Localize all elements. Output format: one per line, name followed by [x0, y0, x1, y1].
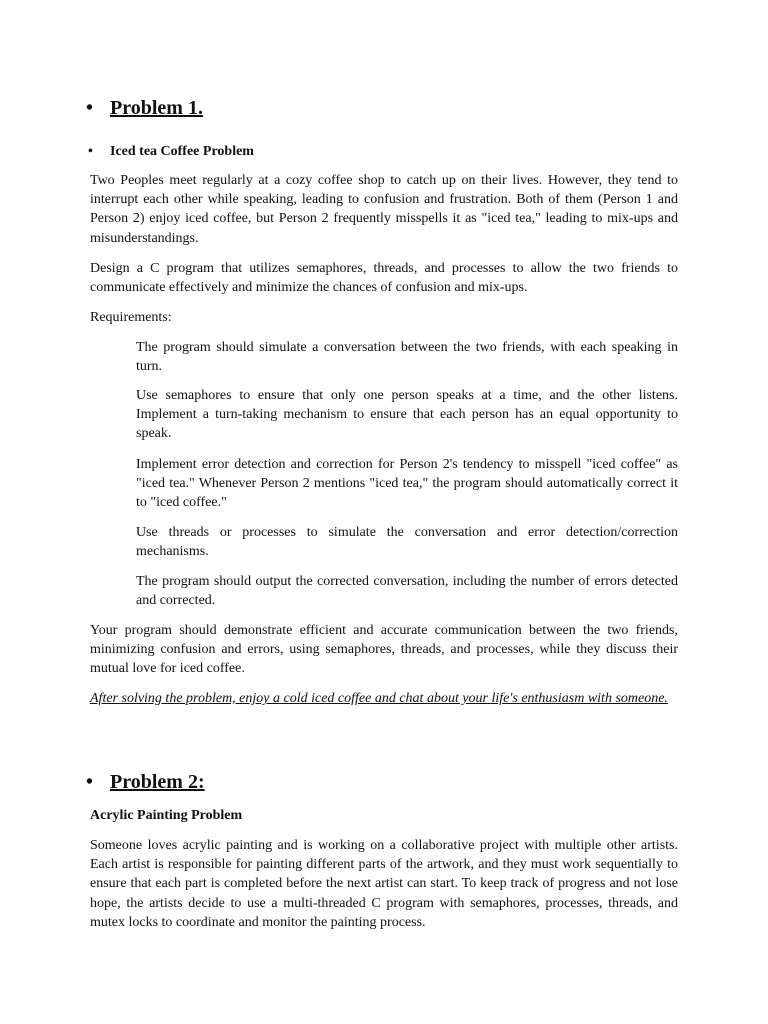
problem-1-design: Design a C program that utilizes semaphores, threads, and processes to allow the two friends to communicate effectively and minimize the chances of confusion and mix-ups. — [90, 261, 678, 296]
requirement-item: The program should output the corrected conversation, including the number of errors detected and corrected. — [136, 574, 678, 609]
requirements-label: Requirements: — [90, 310, 172, 325]
requirement-item: The program should simulate a conversation between the two friends, with each speaking in turn. — [136, 340, 678, 375]
problem-2-heading — [86, 770, 205, 794]
problem-2-subtitle: Acrylic Painting Problem — [90, 808, 243, 823]
bullet-icon: • — [86, 97, 94, 119]
problem-1-subtitle-text: Iced tea Coffee Problem — [110, 144, 254, 159]
problem-2-intro: Someone loves acrylic painting and is working on a collaborative project with multiple other artists. Each artist is responsible for painting different parts of the artwork, and they must work sequentially to ensure that each part is completed before the next artist can start. To keep track of progress and not lose hope, the artists decide to use a multi-threaded C program with semaphores, processes, threads, and mutex locks to coordinate and monitor the painting process. — [90, 838, 678, 930]
problem-1-intro: Two Peoples meet regularly at a cozy coffee shop to catch up on their lives. However, they tend to interrupt each other while speaking, leading to confusion and frustration. Both of them (Person 1 and Person 2) enjoy iced coffee, but Person 2 frequently misspells it as "iced tea," leading to mix-ups and misunderstandings. — [90, 173, 678, 246]
problem-1-heading — [86, 96, 203, 120]
problem-1-note: After solving the problem, enjoy a cold iced coffee and chat about your life's enthusiasm with someone. — [90, 691, 668, 706]
problem-2-heading-text: Problem 2: — [110, 771, 205, 793]
bullet-icon: • — [86, 771, 94, 793]
requirement-item: Implement error detection and correction for Person 2's tendency to misspell "iced coffee" as "iced tea." Whenever Person 2 mentions "iced tea," the program should automatically correct it to "iced coffee." — [136, 457, 678, 511]
problem-1-subtitle — [88, 143, 254, 161]
requirement-item: Use threads or processes to simulate the conversation and error detection/correction mechanisms. — [136, 525, 678, 560]
bullet-icon: • — [88, 144, 93, 159]
problem-1-conclusion: Your program should demonstrate efficient and accurate communication between the two friends, minimizing confusion and errors, using semaphores, threads, and processes, while they discuss their mutual love for iced coffee. — [90, 623, 678, 677]
requirement-item: Use semaphores to ensure that only one person speaks at a time, and the other listens. Implement a turn-taking mechanism to ensure that each person has an equal opportunity to speak. — [136, 388, 678, 442]
problem-1-heading-text: Problem 1. — [110, 97, 203, 119]
